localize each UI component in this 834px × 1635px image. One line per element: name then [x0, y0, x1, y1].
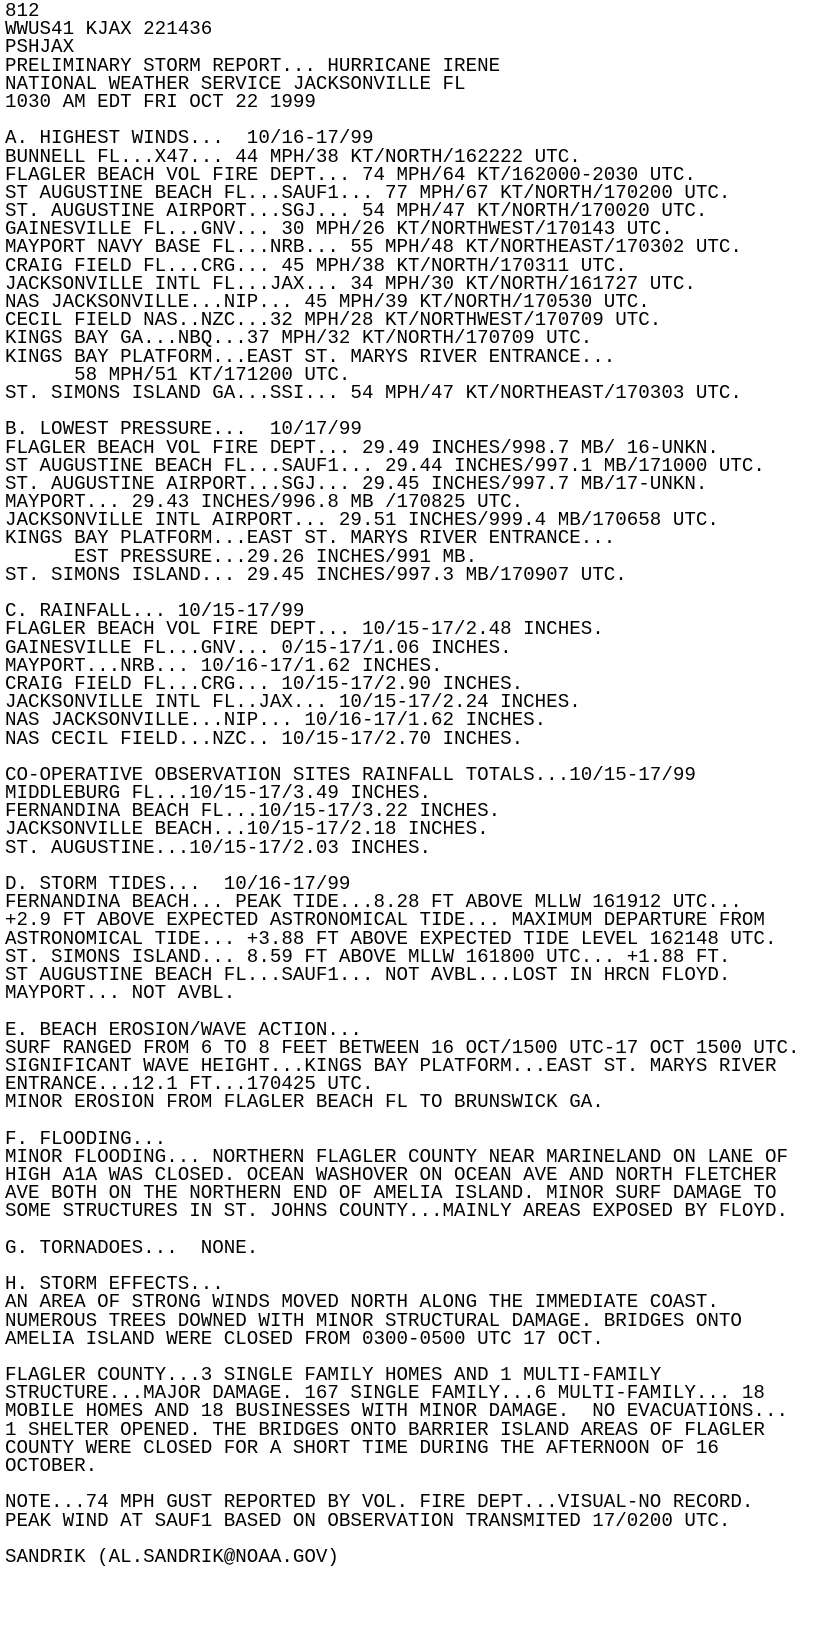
report-line: F. FLOODING...: [5, 1127, 167, 1150]
report-line: AMELIA ISLAND WERE CLOSED FROM 0300-0500 UTC 17 OCT.: [5, 1327, 604, 1350]
report-line: FERNANDINA BEACH FL...10/15-17/3.22 INCHES.: [5, 800, 501, 823]
report-line: ST. AUGUSTINE AIRPORT...SGJ... 29.45 INCHES/997.7 MB/17-UNKN.: [5, 472, 708, 495]
report-line: KINGS BAY PLATFORM...EAST ST. MARYS RIVER ENTRANCE...: [5, 527, 616, 550]
report-line: SANDRIK (AL.SANDRIK@NOAA.GOV): [5, 1545, 339, 1568]
report-line: MAYPORT... NOT AVBL.: [5, 982, 236, 1005]
report-line: PSHJAX: [5, 36, 75, 59]
report-line: CRAIG FIELD FL...CRG... 45 MPH/38 KT/NORTH/170311 UTC.: [5, 254, 627, 277]
report-line: STRUCTURE...MAJOR DAMAGE. 167 SINGLE FAMILY...6 MULTI-FAMILY... 18: [5, 1382, 765, 1405]
report-line: ST. SIMONS ISLAND GA...SSI... 54 MPH/47 KT/NORTHEAST/170303 UTC.: [5, 381, 742, 404]
report-line: C. RAINFALL... 10/15-17/99: [5, 600, 305, 623]
report-line: MINOR FLOODING... NORTHERN FLAGLER COUNTY NEAR MARINELAND ON LANE OF: [5, 1145, 788, 1168]
report-line: GAINESVILLE FL...GNV... 0/15-17/1.06 INCHES.: [5, 636, 512, 659]
report-line: ENTRANCE...12.1 FT...170425 UTC.: [5, 1073, 374, 1096]
report-line: KINGS BAY PLATFORM...EAST ST. MARYS RIVER ENTRANCE...: [5, 345, 616, 368]
report-line: NOTE...74 MPH GUST REPORTED BY VOL. FIRE DEPT...VISUAL-NO RECORD.: [5, 1491, 754, 1514]
storm-report-document: [5, 2, 800, 1566]
report-line: CO-OPERATIVE OBSERVATION SITES RAINFALL TOTALS...10/15-17/99: [5, 763, 696, 786]
report-line: H. STORM EFFECTS...: [5, 1273, 224, 1296]
report-line: ST. AUGUSTINE...10/15-17/2.03 INCHES.: [5, 836, 432, 859]
report-line: MINOR EROSION FROM FLAGLER BEACH FL TO BRUNSWICK GA.: [5, 1091, 604, 1114]
report-line: AN AREA OF STRONG WINDS MOVED NORTH ALONG THE IMMEDIATE COAST.: [5, 1291, 719, 1314]
report-line: MAYPORT...NRB... 10/16-17/1.62 INCHES.: [5, 654, 443, 677]
report-line: NATIONAL WEATHER SERVICE JACKSONVILLE FL: [5, 72, 466, 95]
report-line: [5, 1111, 800, 1129]
report-line: MAYPORT... 29.43 INCHES/996.8 MB /170825 UTC.: [5, 491, 524, 514]
report-line: HIGH A1A WAS CLOSED. OCEAN WASHOVER ON OCEAN AVE AND NORTH FLETCHER: [5, 1164, 777, 1186]
report-line: FLAGLER COUNTY...3 SINGLE FAMILY HOMES AND 1 MULTI-FAMILY: [5, 1364, 662, 1387]
report-line: NAS JACKSONVILLE...NIP... 10/16-17/1.62 INCHES.: [5, 709, 547, 732]
report-line: CECIL FIELD NAS..NZC...32 MPH/28 KT/NORTHWEST/170709 UTC.: [5, 309, 662, 332]
report-line: D. STORM TIDES... 10/16-17/99: [5, 873, 351, 895]
report-line: MAYPORT NAVY BASE FL...NRB... 55 MPH/48 KT/NORTHEAST/170302 UTC.: [5, 236, 742, 259]
report-line: G. TORNADOES... NONE.: [5, 1236, 259, 1259]
report-line: PRELIMINARY STORM REPORT... HURRICANE IRENE: [5, 54, 501, 77]
report-line: A. HIGHEST WINDS... 10/16-17/99: [5, 127, 374, 150]
report-line: JACKSONVILLE INTL FL..JAX... 10/15-17/2.24 INCHES.: [5, 691, 581, 714]
report-line: MOBILE HOMES AND 18 BUSINESSES WITH MINOR DAMAGE. NO EVACUATIONS...: [5, 1400, 788, 1423]
report-line: [5, 1002, 800, 1020]
report-line: 58 MPH/51 KT/171200 UTC.: [5, 363, 351, 386]
report-line: ST AUGUSTINE BEACH FL...SAUF1... 77 MPH/67 KT/NORTH/170200 UTC.: [5, 181, 731, 204]
report-line: NUMEROUS TREES DOWNED WITH MINOR STRUCTURAL DAMAGE. BRIDGES ONTO: [5, 1309, 742, 1332]
report-line: MIDDLEBURG FL...10/15-17/3.49 INCHES.: [5, 782, 432, 805]
report-line: BUNNELL FL...X47... 44 MPH/38 KT/NORTH/162222 UTC.: [5, 145, 581, 168]
report-line: E. BEACH EROSION/WAVE ACTION...: [5, 1018, 362, 1041]
report-line: 1 SHELTER OPENED. THE BRIDGES ONTO BARRIER ISLAND AREAS OF FLAGLER: [5, 1418, 765, 1441]
report-line: KINGS BAY GA...NBQ...37 MPH/32 KT/NORTH/170709 UTC.: [5, 327, 593, 350]
report-line: JACKSONVILLE INTL FL...JAX... 34 MPH/30 KT/NORTH/161727 UTC.: [5, 272, 696, 295]
report-line: ASTRONOMICAL TIDE... +3.88 FT ABOVE EXPECTED TIDE LEVEL 162148 UTC.: [5, 927, 777, 950]
report-line: ST. SIMONS ISLAND... 8.59 FT ABOVE MLLW 161800 UTC... +1.88 FT.: [5, 945, 731, 968]
report-line: AVE BOTH ON THE NORTHERN END OF AMELIA ISLAND. MINOR SURF DAMAGE TO: [5, 1182, 777, 1205]
report-line: NAS CECIL FIELD...NZC.. 10/15-17/2.70 INCHES.: [5, 727, 524, 750]
report-line: FLAGLER BEACH VOL FIRE DEPT... 29.49 INCHES/998.7 MB/ 16-UNKN.: [5, 436, 719, 459]
report-line: JACKSONVILLE BEACH...10/15-17/2.18 INCHES.: [5, 818, 489, 841]
report-line: ST. SIMONS ISLAND... 29.45 INCHES/997.3 MB/170907 UTC.: [5, 563, 627, 586]
report-line: ST AUGUSTINE BEACH FL...SAUF1... NOT AVBL...LOST IN HRCN FLOYD.: [5, 963, 731, 986]
report-line: +2.9 FT ABOVE EXPECTED ASTRONOMICAL TIDE... MAXIMUM DEPARTURE FROM: [5, 909, 765, 932]
report-line: OCTOBER.: [5, 1455, 98, 1477]
report-line: JACKSONVILLE INTL AIRPORT... 29.51 INCHES/999.4 MB/170658 UTC.: [5, 509, 719, 532]
report-line: 1030 AM EDT FRI OCT 22 1999: [5, 90, 316, 113]
report-line: GAINESVILLE FL...GNV... 30 MPH/26 KT/NORTHWEST/170143 UTC.: [5, 218, 673, 241]
report-line: ST. AUGUSTINE AIRPORT...SGJ... 54 MPH/47 KT/NORTH/170020 UTC.: [5, 200, 708, 223]
report-line: B. LOWEST PRESSURE... 10/17/99: [5, 418, 362, 441]
report-line: PEAK WIND AT SAUF1 BASED ON OBSERVATION TRANSMITED 17/0200 UTC.: [5, 1509, 731, 1532]
report-line: FERNANDINA BEACH... PEAK TIDE...8.28 FT ABOVE MLLW 161912 UTC...: [5, 891, 742, 914]
report-line: CRAIG FIELD FL...CRG... 10/15-17/2.90 INCHES.: [5, 672, 524, 695]
report-line: SIGNIFICANT WAVE HEIGHT...KINGS BAY PLATFORM...EAST ST. MARYS RIVER: [5, 1054, 777, 1077]
report-line: COUNTY WERE CLOSED FOR A SHORT TIME DURING THE AFTERNOON OF 16: [5, 1436, 719, 1459]
report-line: ST AUGUSTINE BEACH FL...SAUF1... 29.44 INCHES/997.1 MB/171000 UTC.: [5, 454, 765, 477]
report-line: SOME STRUCTURES IN ST. JOHNS COUNTY...MAINLY AREAS EXPOSED BY FLOYD.: [5, 1200, 788, 1223]
report-line: FLAGLER BEACH VOL FIRE DEPT... 74 MPH/64 KT/162000-2030 UTC.: [5, 163, 696, 186]
report-line: NAS JACKSONVILLE...NIP... 45 MPH/39 KT/NORTH/170530 UTC.: [5, 291, 650, 313]
report-line: WWUS41 KJAX 221436: [5, 18, 213, 41]
report-line: SURF RANGED FROM 6 TO 8 FEET BETWEEN 16 OCT/1500 UTC-17 OCT 1500 UTC.: [5, 1036, 800, 1059]
report-line: EST PRESSURE...29.26 INCHES/991 MB.: [5, 545, 478, 568]
report-line: 812: [5, 0, 40, 22]
report-line: FLAGLER BEACH VOL FIRE DEPT... 10/15-17/2.48 INCHES.: [5, 618, 604, 641]
